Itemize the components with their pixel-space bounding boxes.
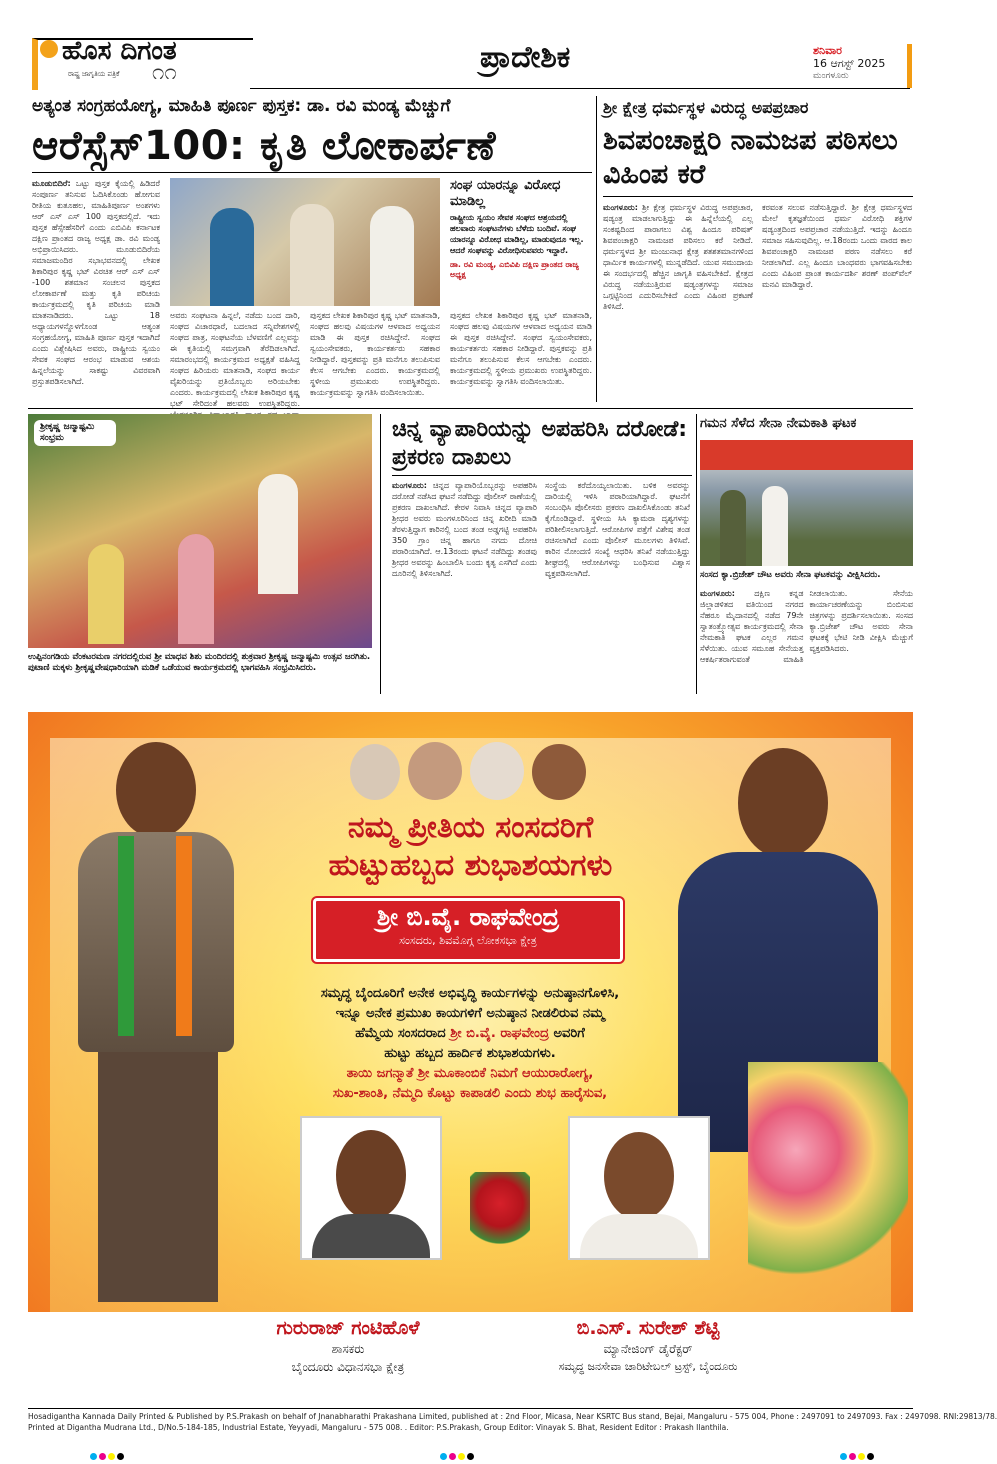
story1-body-a xyxy=(32,178,160,400)
story2-body-a-text: ಶ್ರೀ ಕ್ಷೇತ್ರ ಧರ್ಮಸ್ಥಳ ವಿರುದ್ಧ ಅಪಪ್ರಚಾರ, ಷಡ್ಯಂತ್ರ ಮಾಡಲಾಗುತ್ತಿದ್ದು ಈ ಹಿನ್ನೆಲೆಯಲ್ಲಿ ಎಲ್ಲ ಸಂಕಷ್ಟದಿಂದ ಪಾರಾಗಲು ವಿಶ್ವ ಹಿಂದೂ ಪರಿಷತ್ ಶಿವಪಂಚಾಕ್ಷರಿ ನಾಮಜಪ ಪಠಿಸಲು ಕರೆ ನೀಡಿದೆ. ಧರ್ಮಸ್ಥಳದ ಶ್ರೀ ಮಂಜುನಾಥ ಕ್ಷೇತ್ರ ಶತಶತಮಾನಗಳಿಂದ ಧಾರ್ಮಿಕ ಕಾರ್ಯಗಳಲ್ಲಿ ಮುನ್ನಡೆದಿದೆ. ಯುವ ಸಮುದಾಯ ಈ ಸಂದರ್ಭದಲ್ಲಿ ಹೆಚ್ಚಿನ ಜಾಗೃತಿ ವಹಿಸಬೇಕಿದೆ. ಕ್ಷೇತ್ರದ ವಿರುದ್ಧ ನಡೆಯುತ್ತಿರುವ ಷಡ್ಯಂತ್ರಗಳನ್ನು ಸಮಾಜ ಒಗ್ಗಟ್ಟಿನಿಂದ ಎದುರಿಸಬೇಕಿದೆ ಎಂದು ವಿಹಿಂಪ ಪ್ರಕಟಣೆ ತಿಳಿಸಿದೆ. xyxy=(603,203,753,311)
ad-person1-photo xyxy=(300,1116,442,1260)
story2-body-b: ಕರವಂತ ಸಲುವ ನಡೆಸುತ್ತಿದ್ದಾರೆ. ಶ್ರೀ ಕ್ಷೇತ್ರ ಧರ್ಮಸ್ಥಳದ ಮೇಲೆ ಕೃತಜ್ಞತೆಯಿಂದ ಧರ್ಮ ವಿರೋಧಿ ಶಕ್ತಿಗಳ ಷಡ್ಯಂತ್ರದಿಂದ ಅಪಪ್ರಚಾರ ನಡೆಯುತ್ತಿದೆ. ಇದನ್ನು ಹಿಂದೂ ಸಮಾಜ ಸಹಿಸುವುದಿಲ್ಲ. ಆ.18ರಂದು ಒಂದು ವಾರದ ಕಾಲ ಶಿವಪಂಚಾಕ್ಷರಿ ನಾಮಜಪ ಪಠಣ ನಡೆಸಲು ಕರೆ ನೀಡಲಾಗಿದೆ. ಎಲ್ಲ ಹಿಂದೂ ಬಾಂಧವರು ಭಾಗವಹಿಸಬೇಕು ಎಂದು ವಿಹಿಂಪ ಪ್ರಾಂತ ಕಾರ್ಯದರ್ಶಿ ಶರಣ್ ಪಂಪ್‌ವೆಲ್ ಮನವಿ ಮಾಡಿದ್ದಾರೆ. xyxy=(762,203,912,289)
story2-kicker: ಶ್ರೀ ಕ್ಷೇತ್ರ ಧರ್ಮಸ್ಥಳ ವಿರುದ್ಧ ಅಪಪ್ರಚಾರ xyxy=(603,98,809,117)
logo-icon xyxy=(40,40,58,58)
column-rule xyxy=(596,96,597,402)
flower-bouquet xyxy=(748,1062,908,1282)
story4-dateline: ಮಂಗಳೂರು: xyxy=(392,481,427,490)
story5-caption: ಸಂಸದ ಕ್ಯಾ.ಬ್ರಿಜೇಶ್ ಚೌಟ ಅವರು ಸೇನಾ ಘಟಕವನ್ನು ವೀಕ್ಷಿಸಿದರು. xyxy=(700,570,881,580)
person2-name: ಬಿ.ಎಸ್. ಸುರೇಶ್ ಶೆಟ್ಟಿ xyxy=(576,1317,720,1339)
story1-body-a-text: ಒಟ್ಟು ಪುಸ್ತಕ ಕೈಯಲ್ಲಿ ಹಿಡಿದರೆ ಸಂಪೂರ್ಣ ತನಿಸುವ ಓದಿಸಿಕೊಂಡು ಹೋಗುವ ರೀತಿಯ ಕುತೂಹಲ, ಮಾಹಿತಿಪೂರ್ಣ ಅಂಶಗಳು ಆರ್ ಎಸ್ ಎಸ್ 100 ಪುಸ್ತಕದಲ್ಲಿದೆ. ಇದು ಪುಸ್ತಕ ಹೆಸ್ಸೇಹೆಸರಿಗೆ ಎಂದು ಎಬಿವಿಪಿ ಕರ್ನಾಟಕ ದಕ್ಷಿಣ ಪ್ರಾಂತದ ರಾಜ್ಯ ಅಧ್ಯಕ್ಷ ಡಾ. ರವಿ ಮಂಡ್ಯ ಅಭಿಪ್ರಾಯಿಸಿದರು. ಮೂಡುಬಿದಿರೆಯ ಸಮಾಜಮಂದಿರ ಸಭಾಭವನದಲ್ಲಿ ಲೇಖಕ ಶಿಕಾರಿಪುರ ಕೃಷ್ಣ ಭಟ್ ವಿರಚಿತ ಆರ್ ಎಸ್ ಎಸ್ -100 ಶತಮಾನ ಸಂಚಲನ ಪುಸ್ತಕದ ಲೋಕಾರ್ಪಣೆ ಮತ್ತು ಕೃತಿ ಪರಿಚಯ ಕಾರ್ಯಕ್ರಮದಲ್ಲಿ ಕೃತಿ ಪರಿಚಯ ಮಾಡಿ ಮಾತನಾಡಿದರು. ಒಟ್ಟು 18 ಅಧ್ಯಾಯಗಳನ್ನೊಳಗೊಂಡ ಆತ್ಯಂತ ಸಂಗ್ರಹಯೋಗ್ಯ, ಮಾಹಿತಿ ಪೂರ್ಣ ಪುಸ್ತಕ ಇದಾಗಿದೆ ಎಂದು ವಿಶ್ಲೇಷಿಸಿದ ಅವರು, ರಾಷ್ಟ್ರೀಯ ಸ್ವಯಂ ಸೇವಕ ಸಂಘದ ಆರಂಭ ಮಾಡುವ ಆಶಯ ಹಿನ್ನಲೆಯನ್ನು ಸಾಕಷ್ಟು ವಿವರವಾಗಿ ಪ್ರಸ್ತುತಪಡಿಸಲಾಗಿದೆ. xyxy=(32,179,161,386)
person1-role: ಶಾಸಕರು xyxy=(331,1342,365,1356)
quote-attribution: ಡಾ. ರವಿ ಮಂಡ್ಯ, ಎಬಿವಿಪಿ ದಕ್ಷಿಣ ಪ್ರಾಂತದ ರಾಜ್ಯ ಅಧ್ಯಕ್ಷ xyxy=(450,260,579,279)
mp-face xyxy=(738,748,828,858)
ad-msg-2: ಇನ್ನೂ ಅನೇಕ ಪ್ರಮುಖ ಕಾಯಗಳಿಗೆ ಅನುಷ್ಠಾನ ನೀಡಲಿರುವ ನಮ್ಮ xyxy=(335,1006,605,1021)
photo-figure xyxy=(258,474,298,594)
person2-place: ಸಮೃದ್ಧ ಜನಸೇವಾ ಚಾರಿಟೇಬಲ್ ಟ್ರಸ್ಟ್, ಬೈಂದೂರು xyxy=(558,1360,738,1373)
person2-face xyxy=(604,1132,674,1220)
rose-icon xyxy=(470,1172,530,1262)
leader-photo xyxy=(532,744,586,800)
ad-msg-6: ಸುಖ-ಶಾಂತಿ, ನೆಮ್ಮದಿ ಕೊಟ್ಟು ಕಾಪಾಡಲಿ ಎಂದು ಶುಭ ಹಾರೈಸುವ, xyxy=(332,1086,608,1101)
imprint-line-2: Printed at Digantha Mudrana Ltd., D/No.5-184-185, Industrial Estate, Yeyyadi, Mangaluru - 575 008. . Editor: P.S.Prakash, Group Editor: Vinayak S. Bhat, Resident Editor : Prakash Ilanthila. xyxy=(28,1423,729,1432)
ad-mp-figure-left xyxy=(58,732,248,1332)
section-title: ಪ್ರಾದೇಶಿಕ xyxy=(480,40,571,75)
ad-msg-1: ಸಮೃದ್ಧ ಬೈಂದೂರಿಗೆ ಅನೇಕ ಅಭಿವೃದ್ಧಿ ಕಾರ್ಯಗಳನ್ನು ಅನುಷ್ಠಾನಗೊಳಿಸಿ, xyxy=(320,986,620,1001)
story4-body-a xyxy=(392,480,537,694)
ad-msg-5: ತಾಯಿ ಜಗನ್ಮಾತೆ ಶ್ರೀ ಮೂಕಾಂಬಿಕೆ ನಿಮಗೆ ಆಯುರಾರೋಗ್ಯ, xyxy=(346,1066,594,1081)
section-rule xyxy=(28,408,913,409)
leader-photo xyxy=(408,742,462,800)
imprint-line-1: Hosadigantha Kannada Daily Printed & Published by P.S.Prakash on behalf of Jnanabharathi Prakashana Limited, published at : 2nd Floor, Micasa, Near KSRTC Bus stand, Bejai, Mangaluru - 575 004, Phone : 2497091 to 2497093. Fax : 2497098. RNI:29813/78. xyxy=(28,1412,997,1421)
date-city: ಮಂಗಳೂರು xyxy=(813,71,849,81)
story1-photo xyxy=(170,178,440,306)
story1-dateline: ಮೂಡುಬಿದಿರೆ: xyxy=(32,179,71,188)
story4-body-a-text: ಚಿನ್ನದ ವ್ಯಾಪಾರಿಯೊಬ್ಬರನ್ನು ಅಪಹರಿಸಿ ದರೋಡೆ ನಡೆಸಿದ ಘಟನೆ ನಡೆದಿದ್ದು ಪೊಲೀಸ್ ಠಾಣೆಯಲ್ಲಿ ಪ್ರಕರಣ ದಾಖಲಾಗಿದೆ. ಕೇರಳ ನಿವಾಸಿ ಚಿನ್ನದ ವ್ಯಾಪಾರಿ ಶ್ರೀಧರ ಅವರು ಮಂಗಳೂರಿನಿಂದ ಚಿನ್ನ ಖರೀದಿ ಮಾಡಿ ತೆರಳುತ್ತಿದ್ದಾಗ ಕಾರಿನಲ್ಲಿ ಬಂದ ತಂಡ ಅಡ್ಡಗಟ್ಟಿ ಅಪಹರಿಸಿ 350 ಗ್ರಾಂ ಚಿನ್ನ ಹಾಗೂ ನಗದು ದೋಚಿ ಪರಾರಿಯಾಗಿದೆ. ಆ.13ರಂದು ಘಟನೆ ನಡೆದಿದ್ದು ತಂಡವು ಶ್ರೀಧರ ಅವರನ್ನು ಹಿಂಬಾಲಿಸಿ ಬಂದು ಕೃತ್ಯ ಎಸಗಿದೆ ಎಂದು ದೂರಿನಲ್ಲಿ ತಿಳಿಸಲಾಗಿದೆ. xyxy=(392,481,537,578)
ad-name-box xyxy=(313,898,623,962)
footer-rule xyxy=(28,1408,913,1409)
imprint xyxy=(28,1411,997,1433)
ad-msg-3: ಹೆಮ್ಮೆಯ ಸಂಸದರಾದ ಶ್ರೀ ಬಿ.ವೈ. ರಾಘವೇಂದ್ರ ಅವರಿಗೆ xyxy=(355,1026,585,1041)
date-day: ಶನಿವಾರ xyxy=(813,44,842,57)
date-box xyxy=(813,44,898,83)
quote-heading: ಸಂಘ ಯಾರನ್ನೂ ವಿರೋಧ ಮಾಡಿಲ್ಲ xyxy=(450,178,561,209)
page-number: ೧೧ xyxy=(152,60,177,85)
story4-rule xyxy=(392,475,692,476)
story3-caption: ಉಪ್ಪಿನಂಗಡಿಯ ವೆಂಕಟರಮಣ ನಗರದಲ್ಲಿರುವ ಶ್ರೀ ಮಾಧವ ಶಿಶು ಮಂದಿರದಲ್ಲಿ ಶುಕ್ರವಾರ ಶ್ರೀಕೃಷ್ಣ ಜನ್ಮಾಷ್ಟಮಿ ಉತ್ಸವ ಜರಗಿತು. ಪುಟಾಣಿ ಮಕ್ಕಳು ಶ್ರೀಕೃಷ್ಣವೇಷಧಾರಿಯಾಗಿ ಮಡಿಕೆ ಒಡೆಯುವ ಕಾರ್ಯಕ್ರಮದಲ್ಲಿ ಭಾಗವಹಿಸಿ ಸಂಭ್ರಮಿಸಿದರು. xyxy=(28,652,371,673)
photo-figure xyxy=(290,204,334,306)
story1-body-c: ಪುಸ್ತಕದ ಲೇಖಕ ಶಿಕಾರಿಪುರ ಕೃಷ್ಣ ಭಟ್ ಮಾತನಾಡಿ, ಸಂಘದ ಹಲವು ವಿಷಯಗಳ ಆಳವಾದ ಅಧ್ಯಯನ ಮಾಡಿ ಈ ಪುಸ್ತಕ ರಚಿಸಿದ್ದೇನೆ. ಸಂಘದ ಸ್ವಯಂಸೇವಕರು, ಕಾರ್ಯಕರ್ತರು ಸಹಕಾರ ನೀಡಿದ್ದಾರೆ. ಪುಸ್ತಕವನ್ನು ಪ್ರತಿ ಮನೆಗೂ ತಲುಪಿಸುವ ಕೆಲಸ ಆಗಬೇಕು ಎಂದರು. ಕಾರ್ಯಕ್ರಮದಲ್ಲಿ ಸ್ಥಳೀಯ ಪ್ರಮುಖರು ಉಪಸ್ಥಿತರಿದ್ದರು. ಕಾರ್ಯಕ್ರಮವನ್ನು ಸ್ವಾಗತಿಸಿ ವಂದಿಸಲಾಯಿತು. xyxy=(450,311,592,386)
registration-marks-center xyxy=(440,1445,476,1464)
person1-place: ಬೈಂದೂರು ವಿಧಾನಸಭಾ ಕ್ಷೇತ್ರ xyxy=(291,1360,405,1374)
ad-person2-photo xyxy=(568,1116,710,1260)
story5-headline: ಗಮನ ಸೆಳೆದ ಸೇನಾ ನೇಮಕಾತಿ ಘಟಕ xyxy=(700,416,857,431)
column-rule xyxy=(696,414,697,694)
column-rule xyxy=(380,414,381,694)
photo-canopy xyxy=(700,440,913,470)
masthead xyxy=(32,38,247,88)
photo-figure xyxy=(720,490,746,566)
ad-heading-2: ಹುಟ್ಟುಹಬ್ಬದ ಶುಭಾಶಯಗಳು xyxy=(328,848,613,883)
person2-role: ಮ್ಯಾನೇಜಿಂಗ್ ಡೈರೆಕ್ಟರ್ xyxy=(603,1342,693,1356)
story1-quotebox xyxy=(450,178,592,306)
registration-marks-right xyxy=(840,1445,876,1464)
story4-body-b: ಸಂಸ್ಥೆಯ ಕರೆದೊಯ್ಯಲಾಯಿತು. ಬಳಿಕ ಅವರನ್ನು ದಾರಿಯಲ್ಲಿ ಇಳಿಸಿ ಪರಾರಿಯಾಗಿದ್ದಾರೆ. ಘಟನೆಗೆ ಸಂಬಂಧಿಸಿ ಪೊಲೀಸರು ಪ್ರಕರಣ ದಾಖಲಿಸಿಕೊಂಡು ತನಿಖೆ ಕೈಗೊಂಡಿದ್ದಾರೆ. ಸ್ಥಳೀಯ ಸಿಸಿ ಕ್ಯಾಮರಾ ದೃಶ್ಯಗಳನ್ನು ಪರಿಶೀಲಿಸಲಾಗುತ್ತಿದೆ. ಆರೋಪಿಗಳ ಪತ್ತೆಗೆ ವಿಶೇಷ ತಂಡ ರಚಿಸಲಾಗಿದೆ ಎಂದು ಪೊಲೀಸ್ ಮೂಲಗಳು ತಿಳಿಸಿವೆ. ಕಾರಿನ ನೋಂದಣಿ ಸಂಖ್ಯೆ ಆಧರಿಸಿ ತನಿಖೆ ನಡೆಯುತ್ತಿದ್ದು ಶೀಘ್ರದಲ್ಲಿ ಆರೋಪಿಗಳನ್ನು ಬಂಧಿಸುವ ವಿಶ್ವಾಸ ವ್ಯಕ್ತಪಡಿಸಲಾಗಿದೆ. xyxy=(545,481,690,578)
photo-figure xyxy=(210,208,254,306)
header-accent-bar xyxy=(907,44,912,88)
person1-shirt xyxy=(312,1214,430,1258)
ad-mp-designation: ಸಂಸದರು, ಶಿವಮೊಗ್ಗ ಲೋಕಸಭಾ ಕ್ಷೇತ್ರ xyxy=(399,934,537,947)
story5-dateline: ಮಂಗಳೂರು: xyxy=(700,589,735,598)
story5-body xyxy=(700,588,913,694)
person1-face xyxy=(336,1130,406,1220)
leader-photo xyxy=(470,742,524,800)
leaders-row xyxy=(350,738,590,802)
mp-face xyxy=(116,742,196,838)
janmashtami-photo xyxy=(28,414,372,648)
header-rule xyxy=(250,88,910,89)
mp-trousers xyxy=(98,1052,218,1302)
story5-header xyxy=(700,414,913,436)
ad-heading-1: ನಮ್ಮ ಪ್ರೀತಿಯ ಸಂಸದರಿಗೆ xyxy=(347,810,594,845)
photo-figure xyxy=(370,206,414,306)
photo-tag: ಶ್ರೀಕೃಷ್ಣ ಜನ್ಮಾಷ್ಟಮಿ ಸಂಭ್ರಮ xyxy=(34,420,116,446)
story2-headline: ಶಿವಪಂಚಾಕ್ಷರಿ ನಾಮಜಪ ಪಠಿಸಲು ವಿಹಿಂಪ ಕರೆ xyxy=(603,125,898,190)
mp-scarf-orange xyxy=(176,836,192,1036)
story4-headline: ಚಿನ್ನ ವ್ಯಾಪಾರಿಯನ್ನು ಅಪಹರಿಸಿ ದರೋಡೆ: ಪ್ರಕರಣ ದಾಖಲು xyxy=(392,417,688,470)
story5-body-text: ದಕ್ಷಿಣ ಕನ್ನಡ ಜಿಲ್ಲಾಡಳಿತದ ವತಿಯಿಂದ ನಗರದ ನೆಹರೂ ಮೈದಾನದಲ್ಲಿ ನಡೆದ 79ನೇ ಸ್ವಾತಂತ್ರ್ಯೋತ್ಸವ ಕಾರ್ಯಕ್ರಮದಲ್ಲಿ ಸೇನಾ ನೇಮಕಾತಿ ಘಟಕ ಎಲ್ಲರ ಗಮನ ಸೆಳೆಯಿತು. ಯುವ ಸಮೂಹ ಸೇನೆಯತ್ತ ಆಕರ್ಷಿತರಾಗುವಂತೆ ಮಾಹಿತಿ ನೀಡಲಾಯಿತು. ಸೇನೆಯ ಕಾರ್ಯಾಚರಣೆಯನ್ನು ಬಿಂಬಿಸುವ ಚಿತ್ರಗಳನ್ನು ಪ್ರದರ್ಶಿಸಲಾಯಿತು. ಸಂಸದ ಕ್ಯಾ.ಬ್ರಿಜೇಶ್ ಚೌಟ ಅವರು ಸೇನಾ ಘಟಕಕ್ಕೆ ಭೇಟಿ ನೀಡಿ ವೀಕ್ಷಿಸಿ ಮೆಚ್ಚುಗೆ ವ್ಯಕ್ತಪಡಿಸಿದರು. xyxy=(700,589,913,664)
story2-rule xyxy=(603,196,913,197)
mp-jacket xyxy=(78,832,234,1052)
leader-photo xyxy=(350,744,400,800)
story2-dateline: ಮಂಗಳೂರು: xyxy=(603,203,638,212)
person1-name: ಗುರುರಾಜ್ ಗಂಟಿಹೊಳೆ xyxy=(276,1317,420,1339)
person2-shirt xyxy=(580,1214,698,1258)
ad-mp-name: ಶ್ರೀ ಬಿ.ವೈ. ರಾಘವೇಂದ್ರ xyxy=(376,903,560,931)
registration-marks-left xyxy=(90,1445,126,1464)
ad-msg-4: ಹುಟ್ಟು ಹಬ್ಬದ ಹಾರ್ದಿಕ ಶುಭಾಶಯಗಳು. xyxy=(384,1046,556,1061)
photo-figure xyxy=(762,486,788,566)
ad-person1-info xyxy=(228,1316,468,1376)
ad-message xyxy=(240,984,700,1104)
birthday-ad xyxy=(28,712,913,1402)
story1-body-b2: ಪುಸ್ತಕದ ಲೇಖಕ ಶಿಕಾರಿಪುರ ಕೃಷ್ಣ ಭಟ್ ಮಾತನಾಡಿ, ಸಂಘದ ಹಲವು ವಿಷಯಗಳ ಆಳವಾದ ಅಧ್ಯಯನ ಮಾಡಿ ಈ ಪುಸ್ತಕ ರಚಿಸಿದ್ದೇನೆ. ಸಂಘದ ಸ್ವಯಂಸೇವಕರು, ಕಾರ್ಯಕರ್ತರು ಸಹಕಾರ ನೀಡಿದ್ದಾರೆ. ಪುಸ್ತಕವನ್ನು ಪ್ರತಿ ಮನೆಗೂ ತಲುಪಿಸುವ ಕೆಲಸ ಆಗಬೇಕು ಎಂದರು. ಕಾರ್ಯಕ್ರಮದಲ್ಲಿ ಸ್ಥಳೀಯ ಪ್ರಮುಖರು ಉಪಸ್ಥಿತರಿದ್ದರು. ಕಾರ್ಯಕ್ರಮವನ್ನು ಸ್ವಾಗತಿಸಿ ವಂದಿಸಲಾಯಿತು. xyxy=(310,311,440,397)
story1-kicker: ಅತ್ಯಂತ ಸಂಗ್ರಹಯೋಗ್ಯ, ಮಾಹಿತಿ ಪೂರ್ಣ ಪುಸ್ತಕ: ಡಾ. ರವಿ ಮಂಡ್ಯ ಮೆಚ್ಚುಗೆ xyxy=(32,96,451,116)
story1-headline: ಆರೆಸ್ಸೆಸ್100: ಕೃತಿ ಲೋಕಾರ್ಪಣೆ xyxy=(32,123,496,169)
army-stall-photo xyxy=(700,440,913,566)
masthead-tagline: ರಾಷ್ಟ್ರ ಜಾಗೃತಿಯ ಪತ್ರಿಕೆ xyxy=(68,70,120,78)
ad-person2-info xyxy=(508,1316,788,1376)
quote-body: ರಾಷ್ಟ್ರೀಯ ಸ್ವಯಂ ಸೇವಕ ಸಂಘದ ಆಶ್ರಯದಲ್ಲಿ ಹಲವಾರು ಸಂಘಟನೆಗಳು ಬೆಳೆದು ಬಂದಿವೆ. ಸಂಘ ಯಾರನ್ನೂ ವಿರೋಧ ಮಾಡಿಲ್ಲ, ಮಾಡುವುದೂ ಇಲ್ಲ. ಆದರೆ ಸಂಘವನ್ನು ವಿರೋಧಿಸುವವರು ಇದ್ದಾರೆ. xyxy=(450,213,584,255)
story1-rule xyxy=(32,172,592,173)
story1-body-b: ಅವರು ಸಂಘಟನಾ ಹಿನ್ನಲೆ, ನಡೆದು ಬಂದ ದಾರಿ, ಸಂಘದ ವಿಚಾರಧಾರೆ, ಬದಲಾದ ಸನ್ನಿವೇಶಗಳಲ್ಲಿ ಸಂಘದ ಪಾತ್ರ, ಸಂಘಟನೆಯ ಬೆಳವಣಿಗೆ ಎಲ್ಲವನ್ನು ಈ ಕೃತಿಯಲ್ಲಿ ಸಮಗ್ರವಾಗಿ ತೆರೆದಿಡಲಾಗಿದೆ. ಸಮಾರಂಭದಲ್ಲಿ ಕಾರ್ಯಕ್ರಮದ ಅಧ್ಯಕ್ಷತೆ ವಹಿಸಿದ್ದ ಸಂಘದ ಹಿರಿಯರು ಮಾತನಾಡಿ, ಸಂಘದ ಕಾರ್ಯ ವೈಖರಿಯನ್ನು ಪ್ರತಿಯೊಬ್ಬರು ಅರಿಯಬೇಕು ಎಂದರು. ಕಾರ್ಯಕ್ರಮದಲ್ಲಿ ಲೇಖಕ ಶಿಕಾರಿಪುರ ಕೃಷ್ಣ ಭಟ್ ಸೇರಿದಂತೆ ಹಲವರು ಉಪಸ್ಥಿತರಿದ್ದರು. xyxy=(170,311,300,408)
photo-figure xyxy=(88,544,124,644)
date-value: 16 ಆಗಸ್ಟ್ 2025 xyxy=(813,57,886,70)
story2-body-a xyxy=(603,202,753,402)
photo-figure xyxy=(178,534,214,644)
mp-scarf-green xyxy=(118,836,134,1036)
masthead-title: ಹೊಸ ದಿಗಂತ xyxy=(62,36,177,66)
